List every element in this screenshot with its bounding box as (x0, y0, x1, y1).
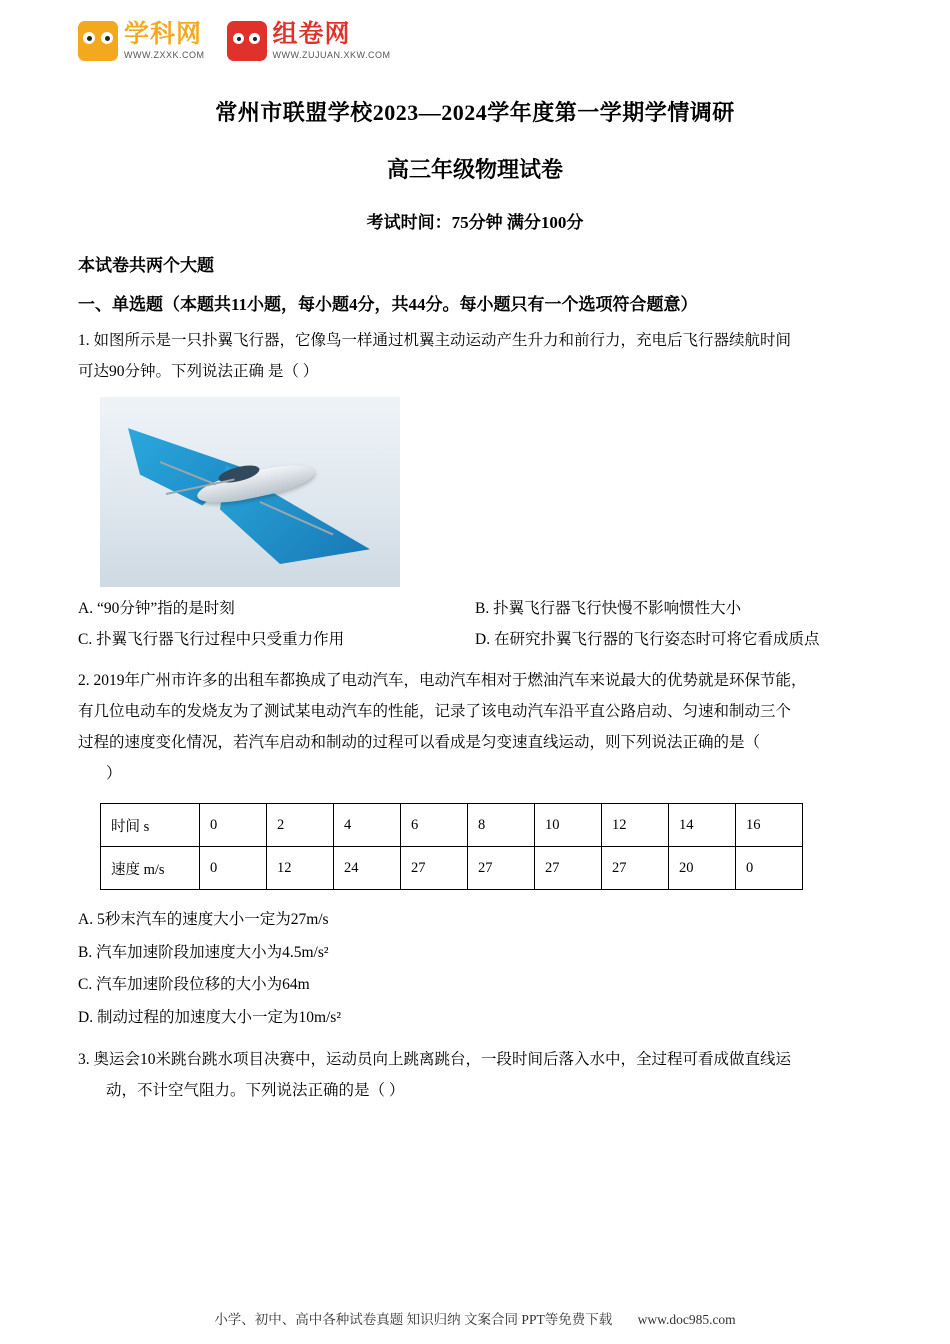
table-cell: 8 (468, 804, 535, 847)
question-1 (78, 325, 872, 387)
table-cell: 10 (535, 804, 602, 847)
question-2-option-a[interactable]: A. 5秒末汽车的速度大小一定为27m/s (78, 911, 329, 928)
exam-info: 考试时间：75分钟 满分100分 (366, 213, 584, 232)
question-1-options-row-2 (78, 624, 872, 655)
table-cell: 24 (334, 847, 401, 890)
table-cell: 27 (535, 847, 602, 890)
table-cell: 0 (736, 847, 803, 890)
table-cell: 0 (200, 804, 267, 847)
table-cell: 27 (468, 847, 535, 890)
table-cell-speed-label: 速度 m/s (101, 847, 200, 890)
question-1-option-c[interactable]: C. 扑翼飞行器飞行过程中只受重力作用 (78, 631, 345, 648)
question-1-line-2: 可达90分钟。下列说法正确 是（ ） (78, 363, 319, 380)
table-cell: 27 (401, 847, 468, 890)
table-cell: 0 (200, 847, 267, 890)
question-1-figure (100, 397, 400, 587)
page-subtitle: 高三年级物理试卷 (386, 157, 563, 182)
footer (0, 1308, 950, 1328)
paper-icon (227, 21, 267, 61)
question-1-option-b[interactable]: B. 扑翼飞行器飞行快慢不影响惯性大小 (475, 600, 742, 617)
logo-bar (78, 0, 872, 70)
question-2-line-2: 有几位电动车的发烧友为了测试某电动汽车的性能，记录了该电动汽车沿平直公路启动、匀速和制动三个 (78, 703, 792, 720)
section-heading-single-choice: 一、单选题（本题共11小题，每小题4分，共44分。每小题只有一个选项符合题意） (78, 295, 698, 314)
question-2-option-c[interactable]: C. 汽车加速阶段位移的大小为64m (78, 976, 310, 994)
question-2 (78, 665, 872, 789)
owl-icon (78, 21, 118, 61)
table-cell: 27 (602, 847, 669, 890)
question-3-line-2: 动，不计空气阻力。下列说法正确的是（ ） (106, 1082, 405, 1100)
table-cell: 12 (602, 804, 669, 847)
table-cell: 14 (669, 804, 736, 847)
table-cell: 6 (401, 804, 468, 847)
logo-zujuan-url: WWW.ZUJUAN.XKW.COM (272, 50, 391, 60)
question-2-line-3: 过程的速度变化情况，若汽车启动和制动的过程可以看成是匀变速直线运动，则下列说法正确的是（ (78, 734, 761, 751)
question-1-option-d[interactable]: D. 在研究扑翼飞行器的飞行姿态时可将它看成质点 (475, 631, 820, 648)
table-cell: 4 (334, 804, 401, 847)
question-2-options (78, 904, 872, 1034)
logo-zxxk-label: 学科网 (124, 20, 203, 48)
question-3 (78, 1044, 872, 1106)
footer-text: 小学、初中、高中各种试卷真题 知识归纳 文案合同 PPT等免费下载 (214, 1312, 613, 1327)
question-2-line-4: ） (106, 765, 122, 782)
page-title: 常州市联盟学校2023—2024学年度第一学期学情调研 (215, 100, 735, 125)
table-row (101, 847, 803, 890)
question-2-option-b[interactable]: B. 汽车加速阶段加速度大小为4.5m/s² (78, 943, 329, 961)
question-3-line-1: 3. 奥运会10米跳台跳水项目决赛中，运动员向上跳离跳台，一段时间后落入水中，全过程可看成做直线运 (78, 1051, 792, 1069)
logo-zujuan[interactable] (227, 21, 391, 61)
table-row (101, 804, 803, 847)
table-cell: 20 (669, 847, 736, 890)
logo-zujuan-label: 组卷网 (272, 20, 351, 48)
footer-site[interactable]: www.doc985.com (637, 1312, 736, 1327)
question-2-line-1: 2. 2019年广州市许多的出租车都换成了电动汽车，电动汽车相对于燃油汽车来说最大的优势就是环保节能， (78, 672, 807, 689)
table-cell: 16 (736, 804, 803, 847)
table-cell: 2 (267, 804, 334, 847)
logo-zxxk-url: WWW.ZXXK.COM (124, 50, 205, 60)
table-cell: 12 (267, 847, 334, 890)
question-2-option-d[interactable]: D. 制动过程的加速度大小一定为10m/s² (78, 1008, 341, 1026)
question-1-options-row-1 (78, 593, 872, 624)
question-1-option-a[interactable]: A. “90分钟”指的是时刻 (78, 600, 235, 617)
logo-zxxk[interactable] (78, 21, 205, 61)
paper-note: 本试卷共两个大题 (78, 256, 214, 275)
table-cell-time-label: 时间 s (101, 804, 200, 847)
question-1-line-1: 1. 如图所示是一只扑翼飞行器，它像鸟一样通过机翼主动运动产生升力和前行力，充电后飞行器续航时间 (78, 332, 792, 349)
question-2-data-table (100, 803, 803, 890)
